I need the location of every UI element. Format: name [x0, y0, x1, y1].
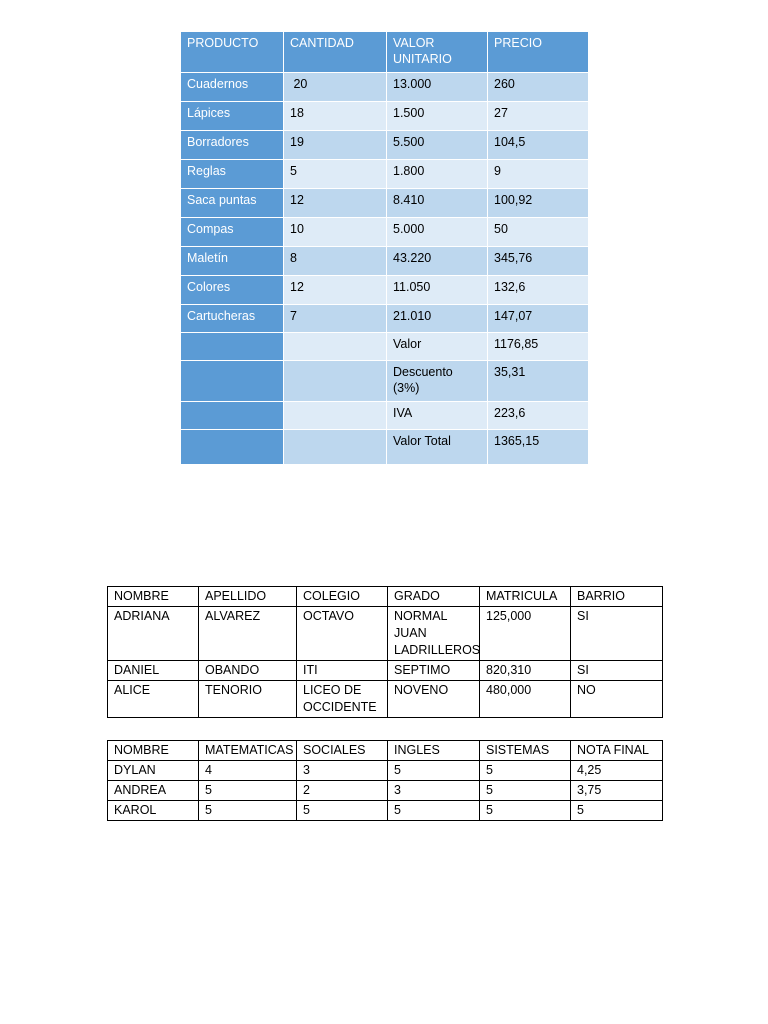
table-row: [181, 218, 589, 247]
empty-cell: [181, 402, 284, 430]
product-name: Lápices: [181, 102, 284, 131]
product-quantity: 12: [284, 189, 387, 218]
product-price: 100,92: [488, 189, 589, 218]
header-cell: APELLIDO: [199, 587, 297, 607]
product-name: Reglas: [181, 160, 284, 189]
product-quantity: [284, 73, 387, 102]
table-cell: ALICE: [108, 681, 199, 718]
summary-label: IVA: [387, 402, 488, 430]
table-cell: OCTAVO: [297, 607, 388, 661]
table-cell: 2: [297, 781, 388, 801]
product-price: 260: [488, 73, 589, 102]
empty-cell: [181, 430, 284, 465]
product-name: Cuadernos: [181, 73, 284, 102]
table-cell: 5: [297, 801, 388, 821]
product-price: 345,76: [488, 247, 589, 276]
table-row: [181, 131, 589, 160]
table-cell: DYLAN: [108, 761, 199, 781]
header-cell: SISTEMAS: [480, 741, 571, 761]
table-cell: 5: [480, 801, 571, 821]
table-cell: KAROL: [108, 801, 199, 821]
product-unit-value: 5.000: [387, 218, 488, 247]
header-cell: BARRIO: [571, 587, 663, 607]
empty-cell: [284, 361, 387, 402]
header-cell: MATRICULA: [480, 587, 571, 607]
table-cell: ADRIANA: [108, 607, 199, 661]
product-quantity: 10: [284, 218, 387, 247]
product-quantity: 7: [284, 305, 387, 333]
product-unit-value: 5.500: [387, 131, 488, 160]
table-row: [108, 761, 663, 781]
table-cell: 3: [297, 761, 388, 781]
table-row: [181, 102, 589, 131]
product-quantity: 12: [284, 276, 387, 305]
table-cell: SI: [571, 661, 663, 681]
summary-row-valor-total: [181, 430, 589, 465]
table-cell: ITI: [297, 661, 388, 681]
table-cell: 5: [571, 801, 663, 821]
table-row: [108, 781, 663, 801]
table-cell: ANDREA: [108, 781, 199, 801]
table-cell: 5: [480, 781, 571, 801]
table-cell: 4: [199, 761, 297, 781]
product-unit-value: 21.010: [387, 305, 488, 333]
table-cell: NO: [571, 681, 663, 718]
table-row: [181, 247, 589, 276]
product-name: Colores: [181, 276, 284, 305]
summary-value: 1176,85: [488, 333, 589, 361]
table-cell: NOVENO: [388, 681, 480, 718]
product-price: 27: [488, 102, 589, 131]
table-cell: 5: [480, 761, 571, 781]
product-quantity: 19: [284, 131, 387, 160]
product-unit-value: 1.500: [387, 102, 488, 131]
table-cell: 5: [199, 801, 297, 821]
header-producto: PRODUCTO: [181, 32, 284, 73]
product-price: 9: [488, 160, 589, 189]
product-quantity: 8: [284, 247, 387, 276]
students-header-row: [108, 587, 663, 607]
grades-header-row: [108, 741, 663, 761]
product-price: 104,5: [488, 131, 589, 160]
empty-cell: [181, 333, 284, 361]
header-cell: SOCIALES: [297, 741, 388, 761]
empty-cell: [284, 333, 387, 361]
product-price: 132,6: [488, 276, 589, 305]
product-unit-value: 11.050: [387, 276, 488, 305]
product-quantity: 18: [284, 102, 387, 131]
header-cantidad: CANTIDAD: [284, 32, 387, 73]
summary-label: Valor Total: [387, 430, 488, 465]
product-name: Saca puntas: [181, 189, 284, 218]
table-row: [108, 661, 663, 681]
summary-value: 1365,15: [488, 430, 589, 465]
table-cell: 4,25: [571, 761, 663, 781]
table-cell: TENORIO: [199, 681, 297, 718]
table-row: [181, 276, 589, 305]
product-name: Borradores: [181, 131, 284, 160]
table-row: [181, 189, 589, 218]
grades-table: [107, 740, 663, 821]
summary-label: Valor: [387, 333, 488, 361]
product-quantity: 5: [284, 160, 387, 189]
product-name: Maletín: [181, 247, 284, 276]
table-cell: NORMAL JUAN LADRILLEROS: [388, 607, 480, 661]
products-header-row: [181, 32, 589, 73]
table-cell: 5: [199, 781, 297, 801]
table-row: [181, 73, 589, 102]
product-unit-value: 1.800: [387, 160, 488, 189]
header-cell: COLEGIO: [297, 587, 388, 607]
table-cell: SI: [571, 607, 663, 661]
table-row: [108, 607, 663, 661]
table-row: [181, 160, 589, 189]
product-price: 50: [488, 218, 589, 247]
product-price: 147,07: [488, 305, 589, 333]
table-cell: LICEO DE OCCIDENTE: [297, 681, 388, 718]
products-table: [180, 31, 589, 465]
table-cell: 5: [388, 761, 480, 781]
table-cell: 820,310: [480, 661, 571, 681]
summary-row-iva: [181, 402, 589, 430]
table-cell: SEPTIMO: [388, 661, 480, 681]
table-cell: DANIEL: [108, 661, 199, 681]
empty-cell: [284, 402, 387, 430]
table-row: [108, 681, 663, 718]
header-valor-unitario: VALOR UNITARIO: [387, 32, 488, 73]
summary-row-valor: [181, 333, 589, 361]
product-unit-value: 8.410: [387, 189, 488, 218]
table-row: [181, 305, 589, 333]
students-table: [107, 586, 663, 718]
header-cell: NOMBRE: [108, 741, 199, 761]
summary-label: Descuento (3%): [387, 361, 488, 402]
table-row: [108, 801, 663, 821]
summary-value: 35,31: [488, 361, 589, 402]
table-cell: 480,000: [480, 681, 571, 718]
header-cell: NOMBRE: [108, 587, 199, 607]
table-cell: 3: [388, 781, 480, 801]
table-cell: OBANDO: [199, 661, 297, 681]
quantity-value: 20: [293, 77, 308, 91]
summary-value: 223,6: [488, 402, 589, 430]
table-cell: 3,75: [571, 781, 663, 801]
table-cell: 5: [388, 801, 480, 821]
header-cell: GRADO: [388, 587, 480, 607]
summary-row-descuento: [181, 361, 589, 402]
product-unit-value: 43.220: [387, 247, 488, 276]
header-cell: INGLES: [388, 741, 480, 761]
empty-cell: [181, 361, 284, 402]
empty-cell: [284, 430, 387, 465]
table-cell: ALVAREZ: [199, 607, 297, 661]
header-cell: MATEMATICAS: [199, 741, 297, 761]
header-precio: PRECIO: [488, 32, 589, 73]
product-name: Cartucheras: [181, 305, 284, 333]
header-cell: NOTA FINAL: [571, 741, 663, 761]
table-cell: 125,000: [480, 607, 571, 661]
product-unit-value: 13.000: [387, 73, 488, 102]
product-name: Compas: [181, 218, 284, 247]
